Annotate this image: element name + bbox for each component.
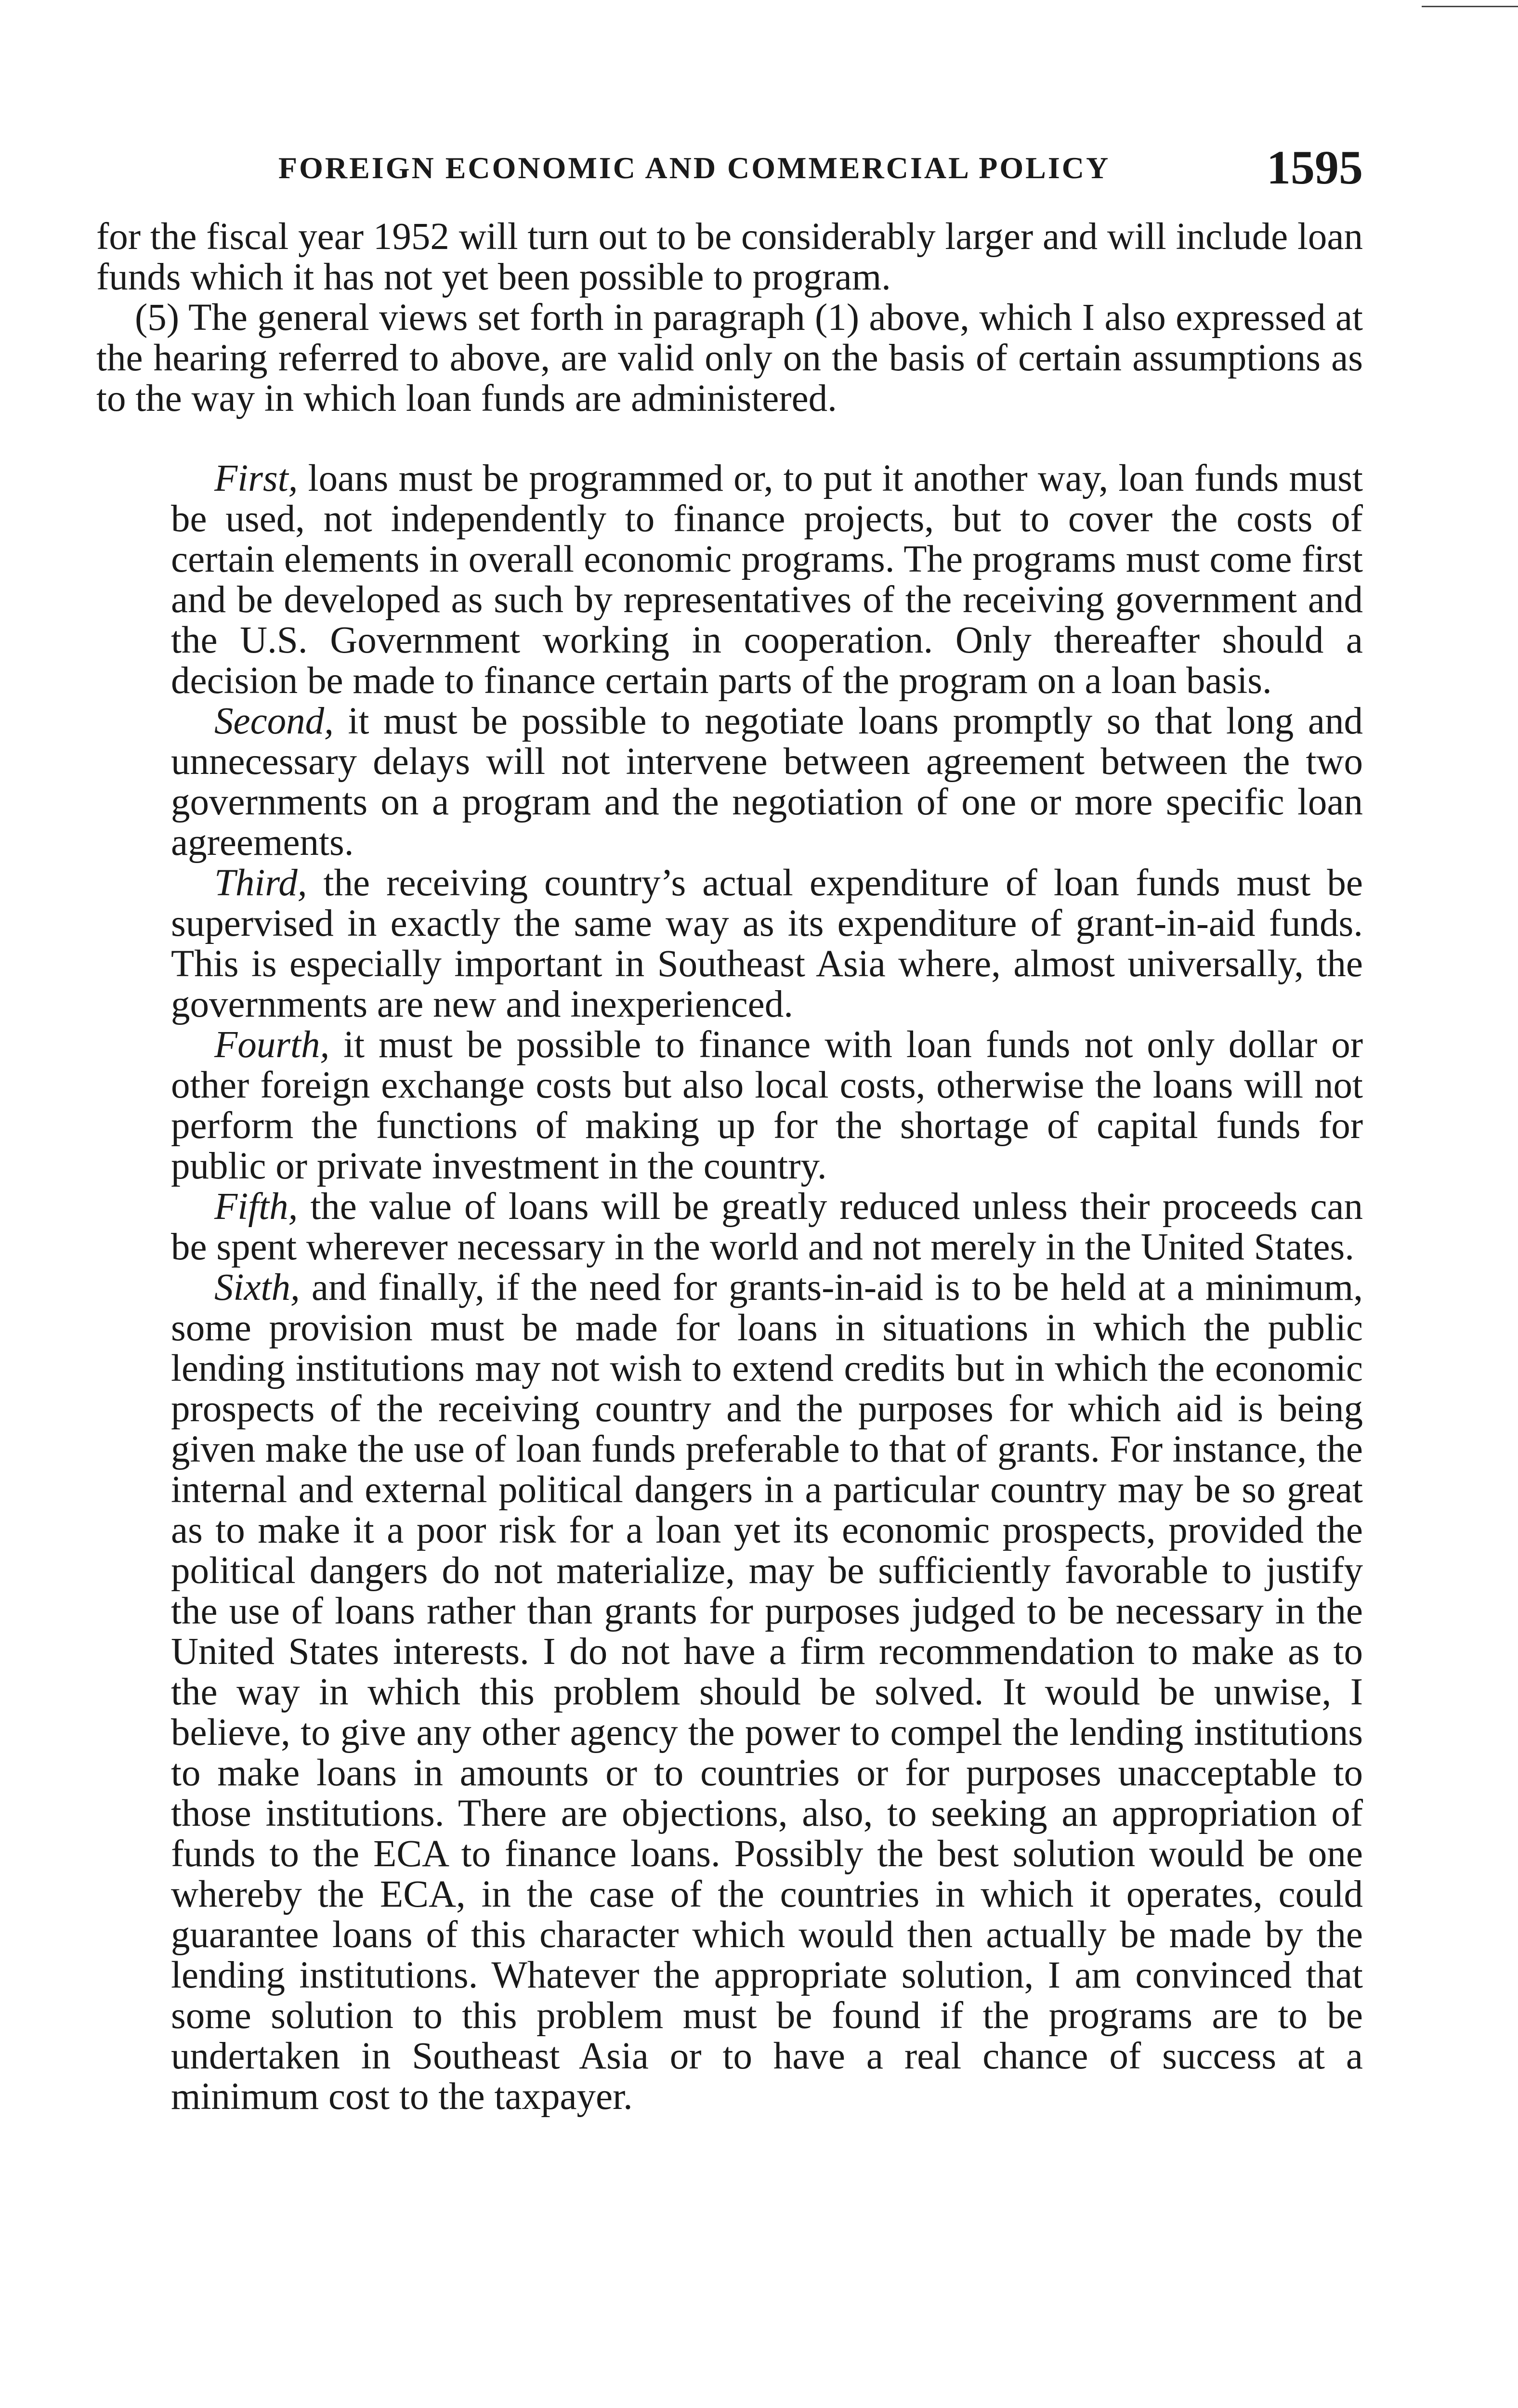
page-header [96, 130, 1363, 202]
assumption-text: it must be possible to finance with loan funds not only dollar or other foreign exchange costs but also local costs, otherwise the loans will not perform the functions of making up for the shortage of capital funds for public or private investment in the country. [171, 1024, 1363, 1187]
assumption-third [171, 863, 1363, 1025]
continued-paragraph: for the fiscal year 1952 will turn out to be considerably larger and will include loan funds which it has not yet been possible to program. [96, 216, 1363, 298]
page-body [96, 217, 1363, 2117]
paragraph-5: (5) The general views set forth in paragraph (1) above, which I also expressed at the hearing referred to above, are valid only on the basis of certain assumptions as to the way in which loan funds are administered. [96, 297, 1363, 419]
assumption-ordinal: Third, [214, 862, 307, 904]
assumption-sixth [171, 1268, 1363, 2117]
assumption-text: and finally, if the need for grants-in-aid is to be held at a minimum, some provision must be made for loans in situations in which the public lending institutions may not wish to extend credits but in which the economic prospects of the receiving country and the purposes for which aid is being given make the use of loan funds preferable to that of grants. For instance, the internal and external political dangers in a particular country may be so great as to make it a poor risk for a loan yet its economic prospects, provided the political dangers do not materialize, may be sufficiently favorable to justify the use of loans rather than grants for purposes judged to be necessary in the United States interests. I do not have a firm recommendation to make as to the way in which this problem should be solved. It would be unwise, I believe, to give any other agency the power to compel the lending institutions to make loans in amounts or to countries or for purposes unacceptable to those institutions. There are objections, also, to seeking an appropriation of funds to the ECA to finance loans. Possibly the best solution would be one whereby the ECA, in the case of the countries in which it operates, could guarantee loans of this character which would then actually be made by the lending institutions. Whatever the appropriate solution, I am convinced that some solution to this problem must be found if the programs are to be undertaken in Southeast Asia or to have a real chance of success at a minimum cost to the taxpayer. [171, 1267, 1363, 2118]
assumption-text: loans must be programmed or, to put it another way, loan funds must be used, not independently to finance projects, but to cover the costs of certain elements in overall economic programs. The programs must come first and be developed as such by representatives of the receiving government and the U.S. Government working in cooperation. Only thereafter should a decision be made to finance certain parts of the program on a loan basis. [171, 458, 1363, 702]
top-edge-rule [1422, 6, 1518, 7]
assumption-text: it must be possible to negotiate loans promptly so that long and unnecessary delays will not intervene between agreement between the two governments on a program and the negotiation of one or more specific loan agreements. [171, 700, 1363, 864]
assumption-second [171, 701, 1363, 863]
section-gap [96, 419, 1363, 458]
assumption-fifth [171, 1187, 1363, 1268]
page-number: 1595 [1267, 141, 1363, 194]
assumption-ordinal: First, [214, 458, 298, 499]
assumption-text: the value of loans will be greatly reduced unless their proceeds can be spent wherever necessary in the world and not merely in the United States. [171, 1186, 1363, 1268]
running-head: FOREIGN ECONOMIC AND COMMERCIAL POLICY [278, 151, 1111, 185]
assumption-first [171, 458, 1363, 701]
assumptions-block [96, 458, 1363, 2117]
assumption-ordinal: Fourth, [214, 1024, 330, 1066]
assumption-ordinal: Second, [214, 700, 334, 742]
assumption-ordinal: Fifth, [214, 1186, 298, 1228]
assumption-text: the receiving country’s actual expenditure of loan funds must be supervised in exactly the same way as its expenditure of grant-in-aid funds. This is especially important in Southeast Asia where, almost universally, the governments are new and inexperienced. [171, 862, 1363, 1025]
assumption-ordinal: Sixth, [214, 1267, 300, 1309]
assumption-fourth [171, 1025, 1363, 1187]
